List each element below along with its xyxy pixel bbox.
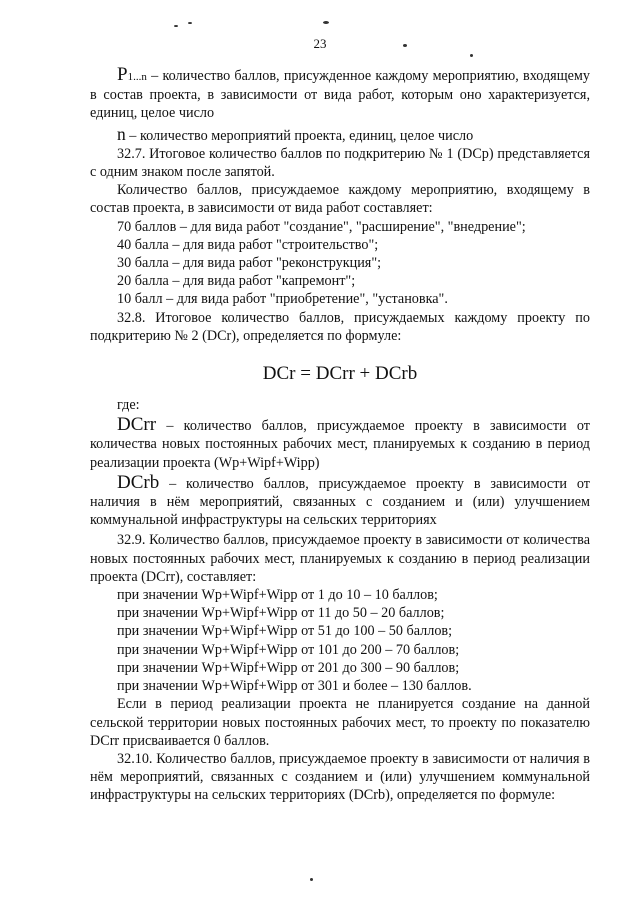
p-subscript: 1...n <box>127 71 147 83</box>
paragraph-32-9: 32.9. Количество баллов, присуждаемое проекту в зависимости от количества новых постоянных рабочих мест, планируемых к созданию в период реализации проекта (DCrr), составляет: <box>90 532 590 585</box>
range-item: при значении Wp+Wipf+Wipp от 201 до 300 – 90 баллов; <box>117 659 460 676</box>
dcrr-symbol: DCrr <box>117 414 157 436</box>
p-symbol: P <box>117 64 128 85</box>
range-item: при значении Wp+Wipf+Wipp от 11 до 50 – 20 баллов; <box>117 605 445 622</box>
scan-speck <box>323 21 329 24</box>
where-label: где: <box>117 397 140 414</box>
p-definition-paragraph <box>90 66 590 123</box>
work-type-item: 30 балла – для вида работ "реконструкция"; <box>117 255 382 272</box>
dcrb-definition-text: – количество баллов, присуждаемое проекту в зависимости от наличия в нём мероприятий, связанных с созданием и (или) улучшением коммунальной инфраструктуры на сельских территориях <box>90 475 590 529</box>
paragraph-32-10: 32.10. Количество баллов, присуждаемое проекту в зависимости от наличия в нём мероприятий, связанных с созданием и (или) улучшением коммунальной инфраструктуры на сельских территориях (DCrb), определяется по формуле: <box>90 750 590 804</box>
paragraph-32-7: 32.7. Итоговое количество баллов по подкритерию № 1 (DCp) представляется с одним знаком после запятой. <box>90 145 590 181</box>
document-body <box>90 66 590 805</box>
dcrr-definition-paragraph <box>90 416 590 472</box>
work-type-item: 10 балл – для вида работ "приобретение", "установка". <box>117 291 448 308</box>
n-definition-text: – количество мероприятий проекта, единиц, целое число <box>129 127 474 144</box>
range-item: при значении Wp+Wipf+Wipp от 101 до 200 – 70 баллов; <box>117 641 460 658</box>
p-definition-text: – количество баллов, присужденное каждому мероприятию, входящему в состав проекта, в зависимости от вида работ, которым оно характеризуется, единиц, целое число <box>90 68 591 122</box>
scan-speck <box>174 25 178 27</box>
range-item: при значении Wp+Wipf+Wipp от 301 и более – 130 баллов. <box>117 678 472 695</box>
n-definition-paragraph <box>90 125 590 145</box>
range-item: при значении Wp+Wipf+Wipp от 1 до 10 – 10 баллов; <box>117 587 438 604</box>
dcrb-symbol: DCrb <box>117 471 160 493</box>
paragraph-count-intro: Количество баллов, присуждаемое каждому мероприятию, входящему в состав проекта, в зависимости от вида работ составляет: <box>90 182 590 217</box>
page-number: 23 <box>313 36 327 51</box>
scan-speck <box>188 22 192 24</box>
work-type-item: 70 баллов – для вида работ "создание", "расширение", "внедрение"; <box>117 218 526 235</box>
work-type-item: 20 балла – для вида работ "капремонт"; <box>117 273 356 290</box>
range-item: при значении Wp+Wipf+Wipp от 51 до 100 – 50 баллов; <box>117 623 453 640</box>
scan-speck <box>310 878 313 881</box>
paragraph-32-8: 32.8. Итоговое количество баллов, присуждаемых каждому проекту по подкритерию № 2 (DCr), определяется по формуле: <box>90 309 590 344</box>
work-type-item: 40 балла – для вида работ "строительство"; <box>117 236 379 253</box>
paragraph-zero-points: Если в период реализации проекта не планируется создание на данной сельской территории новых постоянных рабочих мест, то проекту по показателю DCrr присваивается 0 баллов. <box>90 696 590 749</box>
n-symbol: n <box>117 123 126 144</box>
dcrr-definition-text: – количество баллов, присуждаемое проекту в зависимости от количества новых постоянных рабочих мест, планируемых к созданию в период реализации проекта (Wp+Wipf+Wipp) <box>90 418 591 471</box>
scan-speck <box>470 54 473 57</box>
formula-dcr: DCr = DCrr + DCrb <box>262 363 418 385</box>
dcrb-definition-paragraph <box>90 471 590 530</box>
